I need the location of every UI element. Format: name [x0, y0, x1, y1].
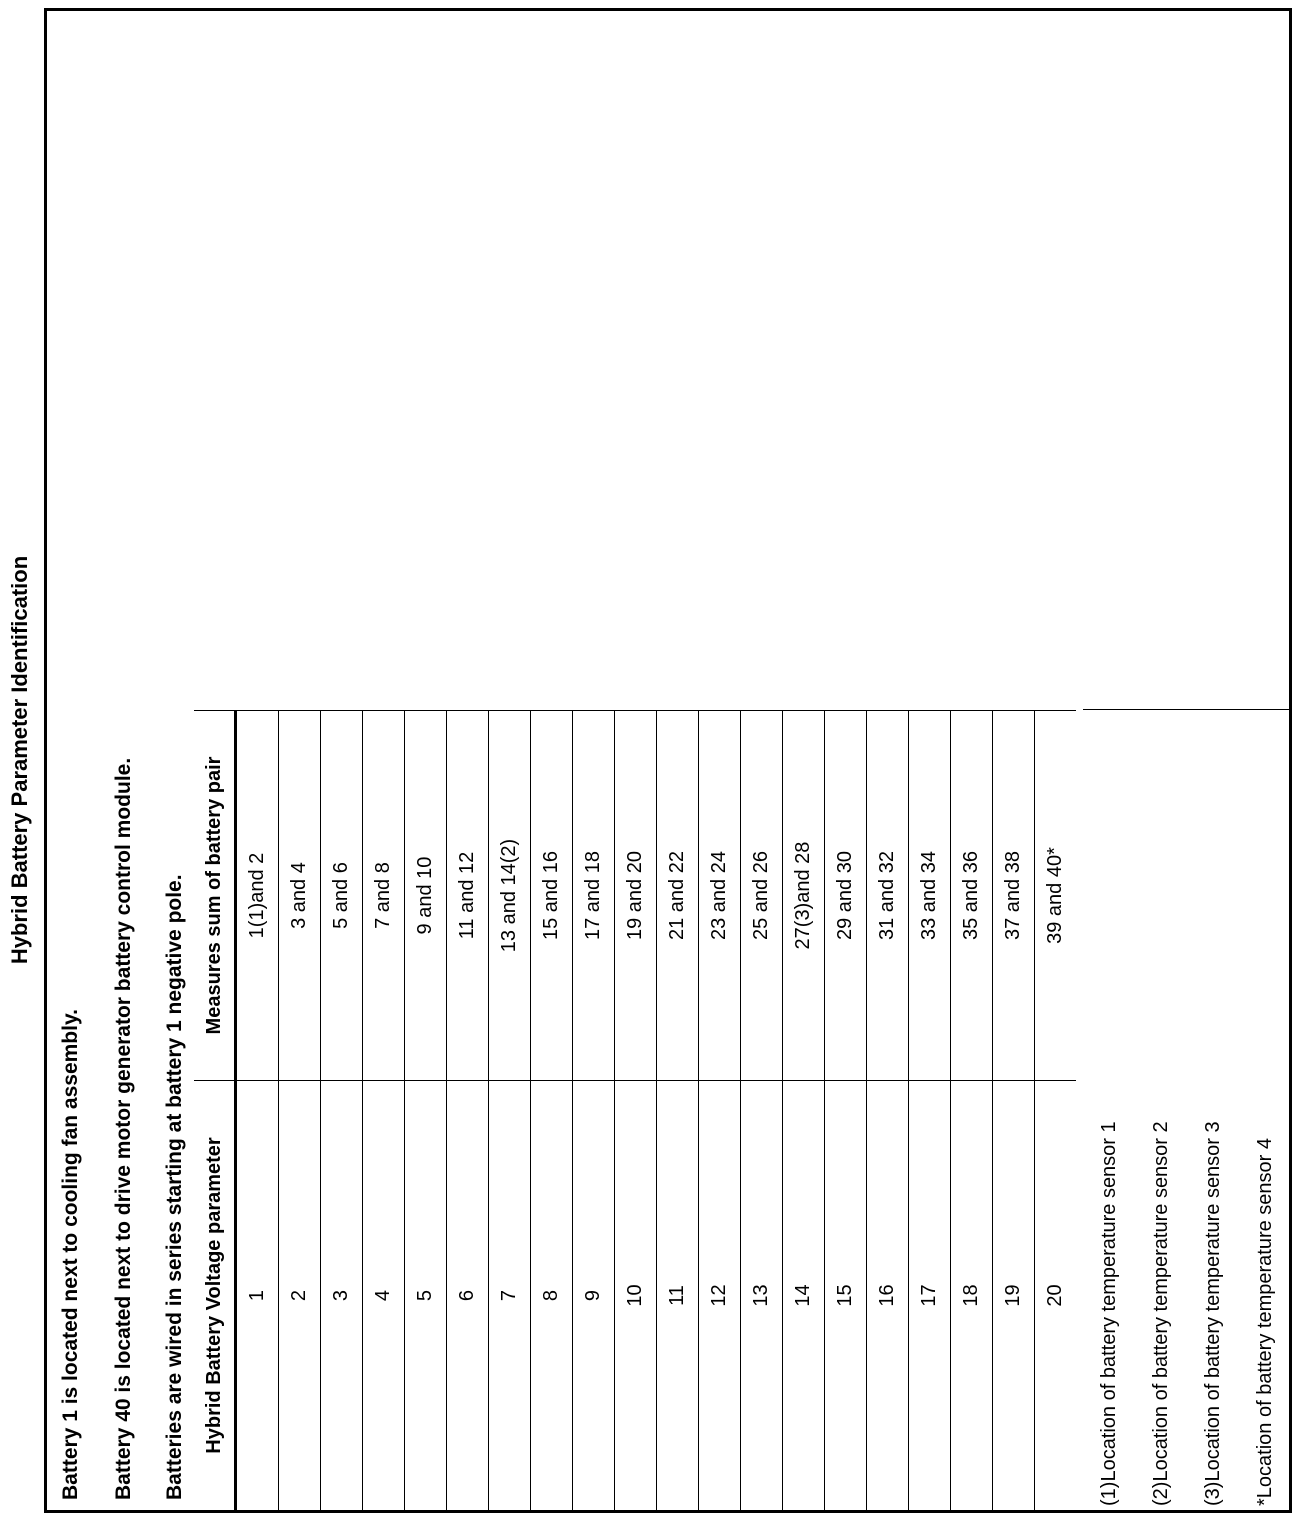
footnote-sensor-2: (2)Location of battery temperature sensor 2: [1150, 1121, 1172, 1506]
table-row: [321, 711, 363, 1511]
footnotes: [1083, 709, 1289, 1510]
measures-cell: 25 and 26: [741, 711, 783, 1081]
measures-cell: 9 and 10: [405, 711, 447, 1081]
footnote-sensor-1: (1)Location of battery temperature sensor 1: [1098, 1121, 1120, 1506]
note-battery-40: Battery 40 is located next to drive motor generator battery control module.: [112, 757, 135, 1500]
parameter-cell: 12: [699, 1081, 741, 1511]
parameter-cell: 6: [447, 1081, 489, 1511]
table-row: [1035, 711, 1077, 1511]
header-parameter: Hybrid Battery Voltage parameter: [194, 1081, 236, 1511]
measures-cell: 17 and 18: [573, 711, 615, 1081]
table-row: [279, 711, 321, 1511]
table-row: [699, 711, 741, 1511]
parameter-cell: 9: [573, 1081, 615, 1511]
measures-cell: 33 and 34: [909, 711, 951, 1081]
parameter-cell: 17: [909, 1081, 951, 1511]
parameter-cell: 14: [783, 1081, 825, 1511]
header-measures: Measures sum of battery pair: [194, 711, 236, 1081]
table-row: [825, 711, 867, 1511]
table-row: [909, 711, 951, 1511]
table-row: [867, 711, 909, 1511]
table-row: [951, 711, 993, 1511]
table-row: [573, 711, 615, 1511]
measures-cell: 23 and 24: [699, 711, 741, 1081]
footnote-sensor-4: *Location of battery temperature sensor 4: [1254, 1138, 1276, 1506]
measures-cell: 39 and 40*: [1035, 711, 1077, 1081]
table-row: [363, 711, 405, 1511]
parameter-cell: 19: [993, 1081, 1035, 1511]
table-row: [447, 711, 489, 1511]
footnote-sensor-3: (3)Location of battery temperature sensor 3: [1202, 1121, 1224, 1506]
parameter-cell: 18: [951, 1081, 993, 1511]
parameter-cell: 5: [405, 1081, 447, 1511]
measures-cell: 37 and 38: [993, 711, 1035, 1081]
table-row: [531, 711, 573, 1511]
parameter-cell: 15: [825, 1081, 867, 1511]
parameter-cell: 20: [1035, 1081, 1077, 1511]
table-row: [615, 711, 657, 1511]
table-row: [993, 711, 1035, 1511]
table-row: [783, 711, 825, 1511]
measures-cell: 27(3)and 28: [783, 711, 825, 1081]
document-frame: [44, 8, 1292, 1513]
measures-cell: 31 and 32: [867, 711, 909, 1081]
measures-cell: 21 and 22: [657, 711, 699, 1081]
parameter-cell: 11: [657, 1081, 699, 1511]
measures-cell: 19 and 20: [615, 711, 657, 1081]
battery-parameter-table: [194, 710, 1076, 1510]
measures-cell: 15 and 16: [531, 711, 573, 1081]
measures-cell: 29 and 30: [825, 711, 867, 1081]
parameter-cell: 4: [363, 1081, 405, 1511]
table-row: [236, 711, 279, 1511]
parameter-cell: 8: [531, 1081, 573, 1511]
table-row: [405, 711, 447, 1511]
parameter-cell: 10: [615, 1081, 657, 1511]
parameter-cell: 16: [867, 1081, 909, 1511]
measures-cell: 7 and 8: [363, 711, 405, 1081]
table-row: [657, 711, 699, 1511]
parameter-cell: 7: [489, 1081, 531, 1511]
page-title: Hybrid Battery Parameter Identification: [7, 555, 32, 965]
measures-cell: 13 and 14(2): [489, 711, 531, 1081]
table-row: [489, 711, 531, 1511]
measures-cell: 11 and 12: [447, 711, 489, 1081]
measures-cell: 5 and 6: [321, 711, 363, 1081]
table-header-row: [194, 711, 236, 1511]
parameter-cell: 3: [321, 1081, 363, 1511]
parameter-cell: 2: [279, 1081, 321, 1511]
table-row: [741, 711, 783, 1511]
note-series-wiring: Batteries are wired in series starting at battery 1 negative pole.: [163, 874, 186, 1500]
measures-cell: 35 and 36: [951, 711, 993, 1081]
note-battery-1: Battery 1 is located next to cooling fan assembly.: [59, 1009, 82, 1500]
parameter-cell: 1: [236, 1081, 279, 1511]
measures-cell: 1(1)and 2: [236, 711, 279, 1081]
measures-cell: 3 and 4: [279, 711, 321, 1081]
parameter-cell: 13: [741, 1081, 783, 1511]
